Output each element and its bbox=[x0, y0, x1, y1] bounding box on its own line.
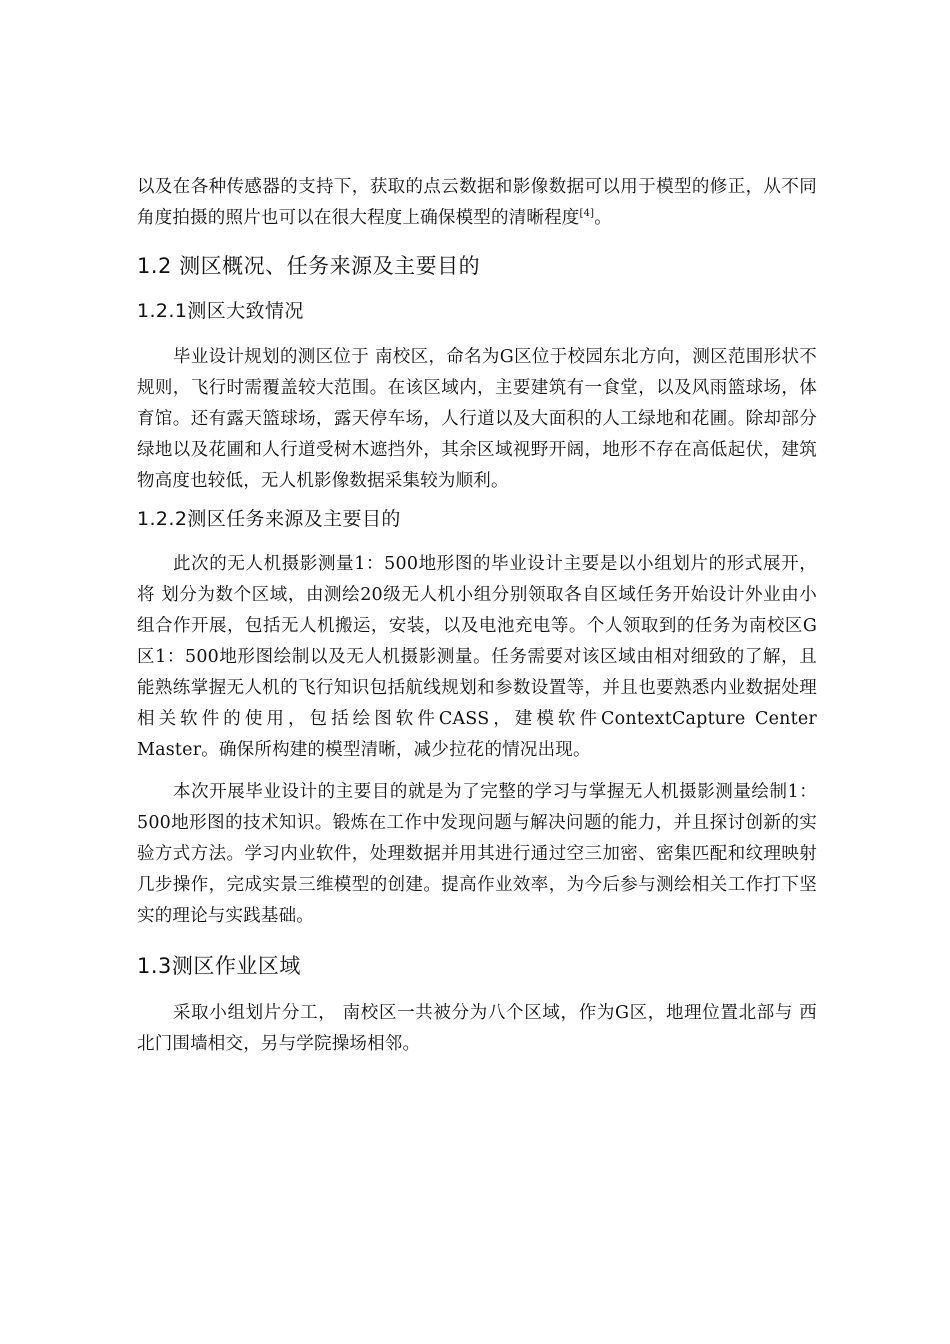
section-1-2-2-paragraph-2: 本次开展毕业设计的主要目的就是为了完整的学习与掌握无人机摄影测量绘制1：500地形图的技术知识。锻炼在工作中发现问题与解决问题的能力，并且探讨创新的实验方式方法。学习内业软件，处理数据并用其进行通过空三加密、密集匹配和纹理映射几步操作，完成实景三维模型的创建。提高作业效率，为今后参与测绘相关工作打下坚实的理论与实践基础。 bbox=[137, 782, 817, 926]
citation-marker: [4] bbox=[579, 208, 595, 220]
section-1-2-heading: 1.2 测区概况、任务来源及主要目的 bbox=[137, 254, 481, 278]
section-1-2-1-heading: 1.2.1测区大致情况 bbox=[137, 300, 304, 322]
section-1-2-2-heading: 1.2.2测区任务来源及主要目的 bbox=[137, 508, 401, 530]
section-1-3-paragraph: 采取小组划片分工， 南校区一共被分为八个区域，作为G区，地理位置北部与 西北门围墙相交，另与学院操场相邻。 bbox=[137, 1003, 817, 1054]
intro-paragraph bbox=[137, 172, 817, 234]
section-1-2-2-paragraph-1: 此次的无人机摄影测量1：500地形图的毕业设计主要是以小组划片的形式展开，将 划分为数个区域，由测绘20级无人机小组分别领取各自区域任务开始设计外业由小组合作开展，包括无人机搬运，安装，以及电池充电等。个人领取到的任务为南校区G区1：500地形图绘制以及无人机摄影测量。任务需要对该区域由相对细致的了解，且能熟练掌握无人机的飞行知识包括航线规划和参数设置等，并且也要熟悉内业数据处理相关软件的使用，包括绘图软件CASS，建模软件ContextCapture Center Master。确保所构建的模型清晰，减少拉花的情况出现。 bbox=[137, 554, 817, 760]
section-1-3-heading: 1.3测区作业区域 bbox=[137, 954, 301, 978]
intro-end: 。 bbox=[594, 208, 612, 228]
intro-text: 以及在各种传感器的支持下，获取的点云数据和影像数据可以用于模型的修正，从不同角度拍摄的照片也可以在很大程度上确保模型的清晰程度 bbox=[137, 177, 817, 228]
section-1-2-1-paragraph: 毕业设计规划的测区位于 南校区，命名为G区位于校园东北方向，测区范围形状不规则，飞行时需覆盖较大范围。在该区域内，主要建筑有一食堂，以及风雨篮球场，体育馆。还有露天篮球场，露天停车场，人行道以及大面积的人工绿地和花圃。除却部分绿地以及花圃和人行道受树木遮挡外，其余区域视野开阔，地形不存在高低起伏，建筑物高度也较低，无人机影像数据采集较为顺利。 bbox=[137, 347, 817, 491]
